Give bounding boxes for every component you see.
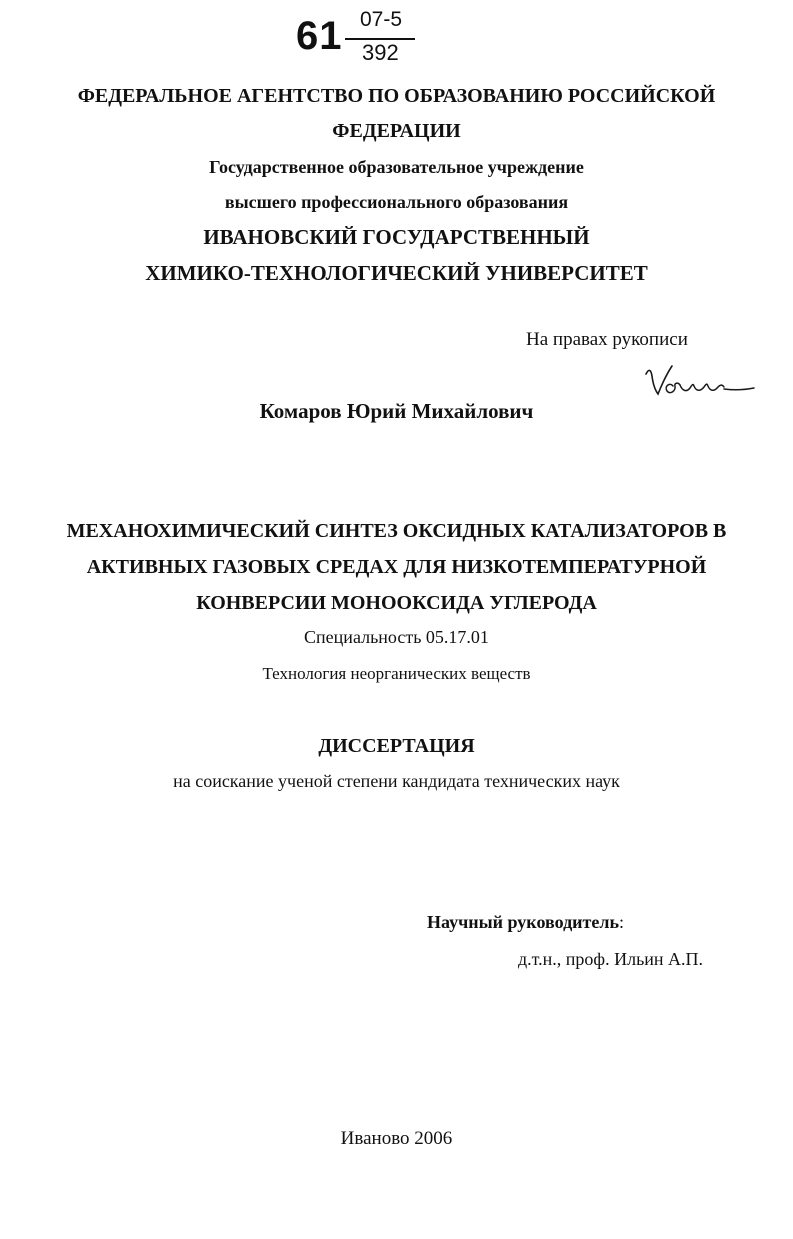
author-name: Комаров Юрий Михайлович [259,399,534,423]
supervisor-name: д.т.н., проф. Ильин А.П. [518,949,704,969]
catalog-stamp-main: 61 [296,14,343,58]
catalog-stamp-numerator: 07-5 [360,8,403,31]
catalog-stamp-denominator: 392 [362,40,399,65]
institution-line-1: Государственное образовательное учреждение [209,157,584,177]
university-line-1: ИВАНОВСКИЙ ГОСУДАРСТВЕННЫЙ [203,225,590,249]
institution-line-2: высшего профессионального образования [224,192,569,212]
agency-line-2: ФЕДЕРАЦИИ [332,120,461,142]
supervisor-label [427,909,624,935]
specialty-code: Специальность 05.17.01 [304,627,489,647]
dissertation-title-line-3: КОНВЕРСИИ МОНООКСИДА УГЛЕРОДА [196,592,597,614]
dissertation-title-line-1: МЕХАНОХИМИЧЕСКИЙ СИНТЕЗ ОКСИДНЫХ КАТАЛИЗАТОРОВ В [66,520,727,542]
manuscript-rights-note: На правах рукописи [526,329,688,350]
specialty-field: Технология неорганических веществ [262,664,531,683]
city-year: Иваново 2006 [340,1128,453,1149]
university-line-2: ХИМИКО-ТЕХНОЛОГИЧЕСКИЙ УНИВЕРСИТЕТ [145,261,648,285]
dissertation-title-line-2: АКТИВНЫХ ГАЗОВЫХ СРЕДАХ ДЛЯ НИЗКОТЕМПЕРАТУРНОЙ [86,556,707,578]
document-type: ДИССЕРТАЦИЯ [318,735,475,757]
degree-line: на соискание ученой степени кандидата технических наук [173,771,620,791]
agency-line-1: ФЕДЕРАЛЬНОЕ АГЕНТСТВО ПО ОБРАЗОВАНИЮ РОССИЙСКОЙ [77,85,716,107]
supervisor-label-text: Научный руководитель [427,912,619,932]
supervisor-label-colon: : [619,912,625,932]
